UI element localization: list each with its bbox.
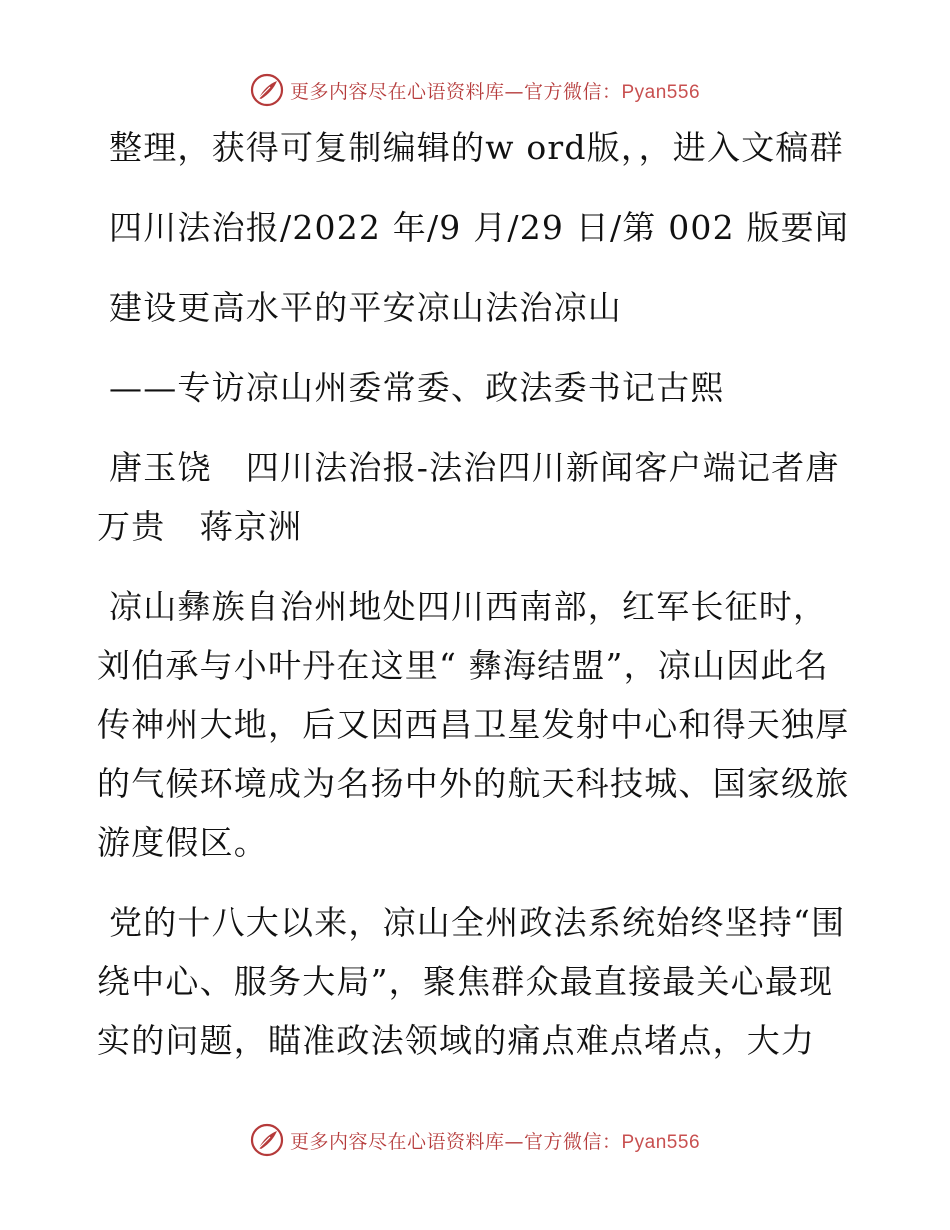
watermark-text: 更多内容尽在心语资料库—官方微信：Pyan556 (289, 80, 701, 103)
header-note: 整理，获得可复制编辑的w ord版，，进入文稿群 (109, 128, 844, 167)
feather-pen-logo-icon (250, 73, 284, 107)
byline: 唐玉饶 四川法治报-法治四川新闻客户端记者唐万贵 蒋京洲 (97, 448, 840, 546)
feather-pen-logo-icon (250, 1123, 284, 1157)
watermark-banner-bottom (0, 1120, 950, 1160)
document-body (97, 118, 857, 1091)
source-line: 四川法治报/2022 年/9 月/29 日/第 002 版要闻 (109, 208, 850, 247)
body-paragraph: 党的十八大以来，凉山全州政法系统始终坚持“围绕中心、服务大局”，聚焦群众最直接最关心最现实的问题，瞄准政法领域的痛点难点堵点，大力 (97, 903, 846, 1060)
article-title: 建设更高水平的平安凉山法治凉山 (109, 288, 622, 327)
body-paragraph: 凉山彝族自治州地处四川西南部，红军长征时，刘伯承与小叶丹在这里“ 彝海结盟”，凉山因此名传神州大地，后又因西昌卫星发射中心和得天独厚的气候环境成为名扬中外的航天科技城、国家级旅游度假区。 (97, 587, 850, 862)
watermark-text: 更多内容尽在心语资料库—官方微信：Pyan556 (289, 1130, 701, 1153)
article-subtitle: ——专访凉山州委常委、政法委书记古熙 (109, 368, 725, 407)
watermark-banner-top (0, 70, 950, 110)
